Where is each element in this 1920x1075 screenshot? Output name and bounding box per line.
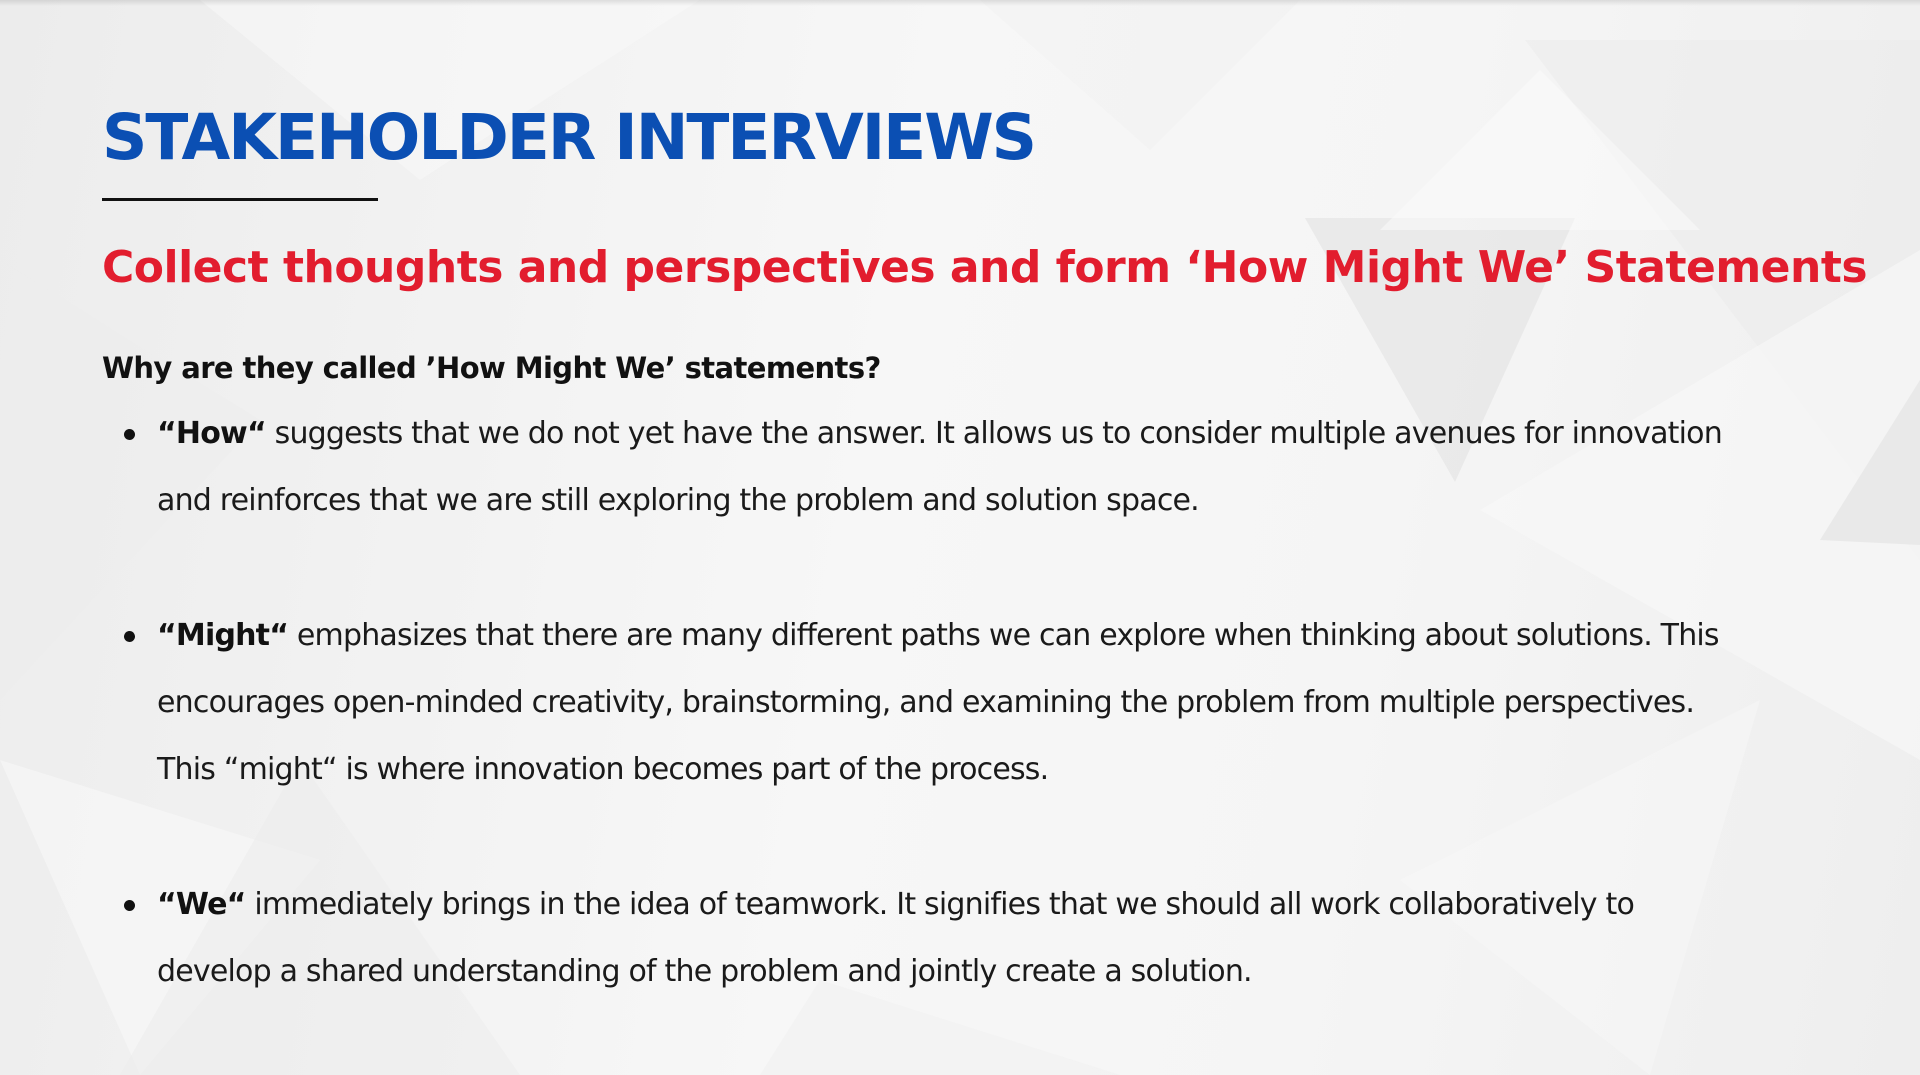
bullet-we-text-1: immediately brings in the idea of teamwork. It signifies that we should all work collaboratively to	[245, 887, 1635, 922]
title-underline	[102, 198, 378, 201]
bullet-might-text-1: emphasizes that there are many different paths we can explore when thinking about solutions. This	[288, 618, 1719, 653]
slide-subtitle: Collect thoughts and perspectives and form ‘How Might We’ Statements	[102, 242, 1868, 293]
bullet-we-term: “We“	[157, 887, 246, 922]
bullet-might-line-3: This “might“ is where innovation becomes part of the process.	[157, 752, 1049, 787]
top-edge-shadow	[0, 0, 1920, 6]
bullet-we-line-2: develop a shared understanding of the problem and jointly create a solution.	[157, 954, 1252, 989]
question-heading: Why are they called ’How Might We’ statements?	[102, 351, 881, 385]
bullet-might-line-1	[157, 612, 1719, 660]
bullet-might-term: “Might“	[157, 618, 289, 653]
bullet-dot-icon	[124, 631, 135, 642]
slide-title: STAKEHOLDER INTERVIEWS	[102, 101, 1036, 174]
bullet-how-term: “How“	[157, 416, 266, 451]
bullet-how-text-1: suggests that we do not yet have the answer. It allows us to consider multiple avenues for innovation	[265, 416, 1722, 451]
bullet-dot-icon	[124, 429, 135, 440]
bullet-how-line-2: and reinforces that we are still exploring the problem and solution space.	[157, 483, 1199, 518]
bullet-we-line-1	[157, 881, 1634, 929]
bullet-how-line-1	[157, 410, 1722, 458]
bullet-might-line-2: encourages open-minded creativity, brainstorming, and examining the problem from multiple perspectives.	[157, 685, 1695, 720]
bullet-dot-icon	[124, 900, 135, 911]
